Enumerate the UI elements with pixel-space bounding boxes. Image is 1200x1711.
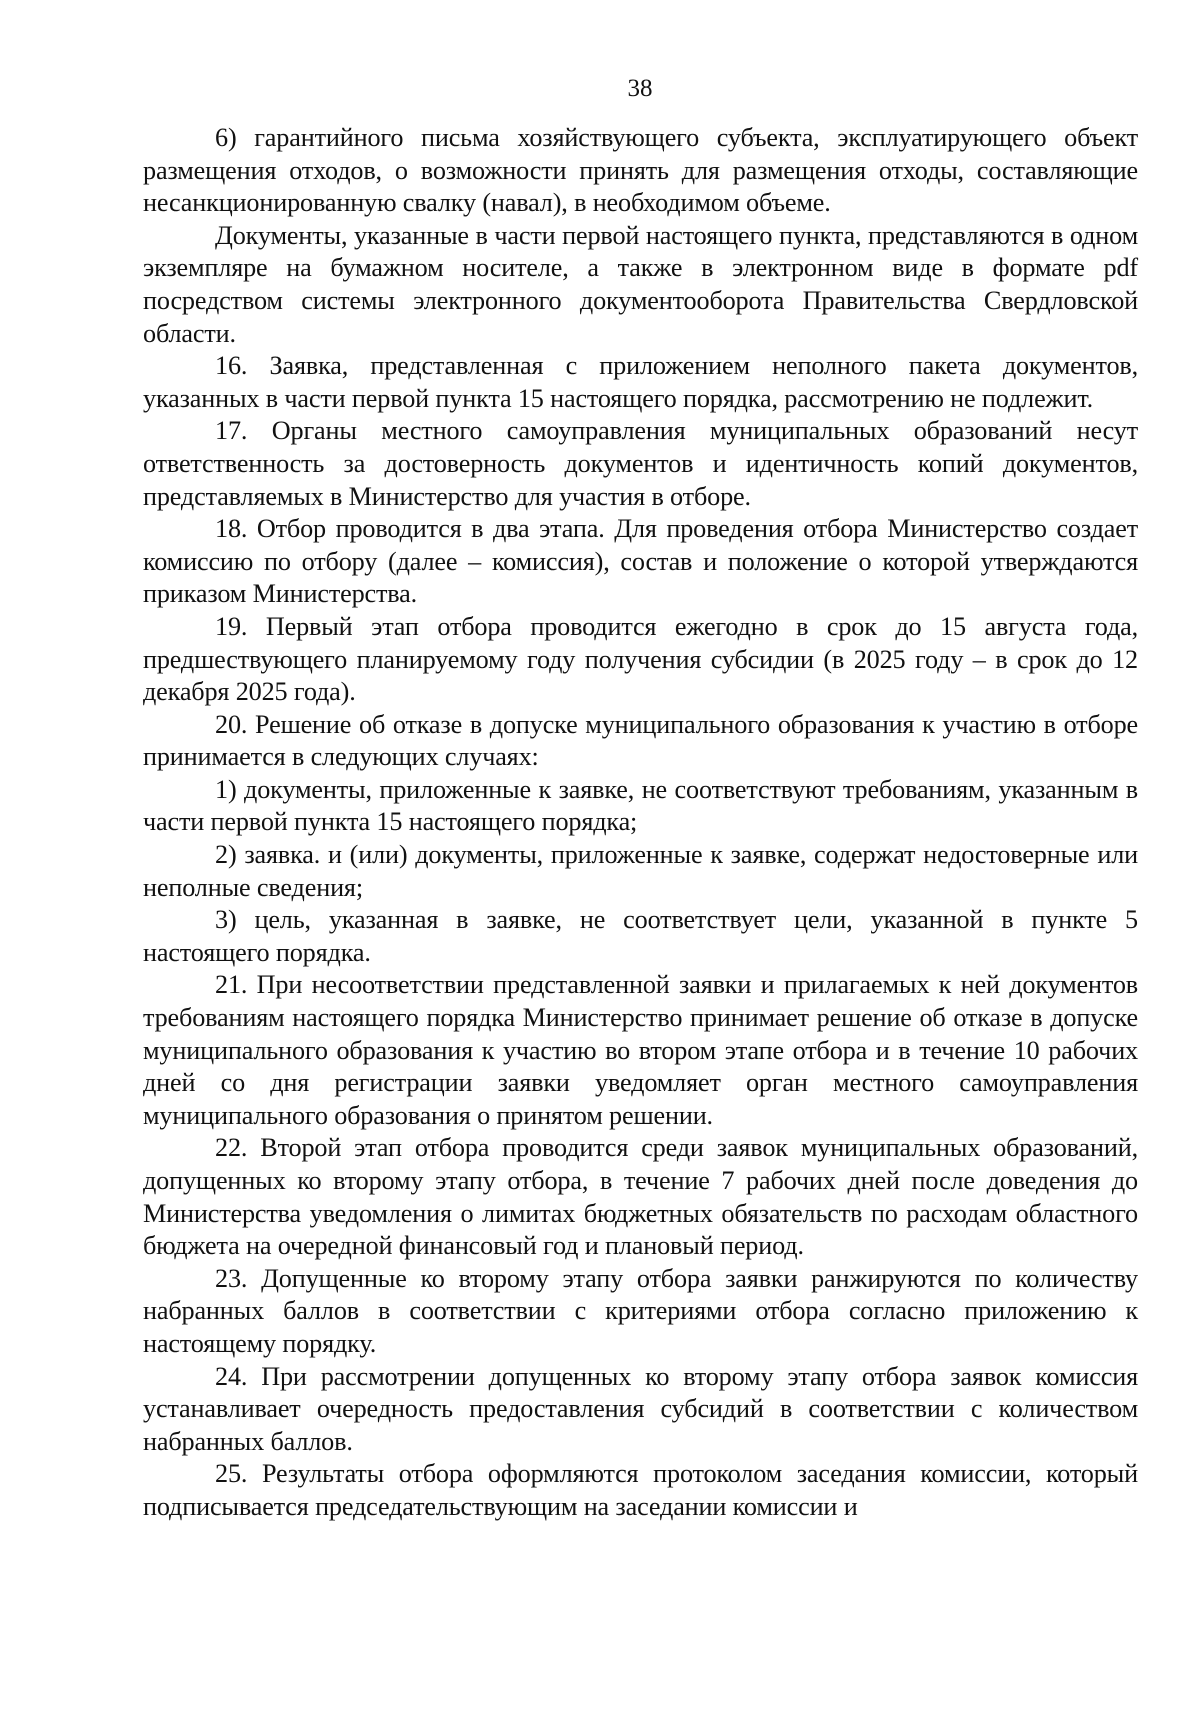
paragraph-20-item-3: 3) цель, указанная в заявке, не соответствует цели, указанной в пункте 5 настоящего порядка. bbox=[143, 905, 1138, 967]
paragraph-16: 16. Заявка, представленная с приложением неполного пакета документов, указанных в части первой пункта 15 настоящего порядка, рассмотрению не подлежит. bbox=[143, 351, 1138, 413]
document-body bbox=[143, 122, 1138, 1524]
paragraph-21: 21. При несоответствии представленной заявки и прилагаемых к ней документов требованиям настоящего порядка Министерство принимает решение об отказе в допуске муниципального образования к участию во втором этапе отбора и в течение 10 рабочих дней со дня регистрации заявки уведомляет орган местного самоуправления муниципального образования о принятом решении. bbox=[143, 970, 1138, 1130]
paragraph-documents-submission: Документы, указанные в части первой настоящего пункта, представляются в одном экземпляре на бумажном носителе, а также в электронном виде в формате pdf посредством системы электронного документооборота Правительства Свердловской области. bbox=[143, 220, 1138, 348]
paragraph-24: 24. При рассмотрении допущенных ко второму этапу отбора заявок комиссия устанавливает очередность предоставления субсидий в соответствии с количеством набранных баллов. bbox=[143, 1361, 1138, 1456]
paragraph-23: 23. Допущенные ко второму этапу отбора заявки ранжируются по количеству набранных баллов в соответствии с критериями отбора согласно приложению к настоящему порядку. bbox=[143, 1263, 1138, 1358]
paragraph-20: 20. Решение об отказе в допуске муниципального образования к участию в отборе принимается в следующих случаях: bbox=[143, 709, 1138, 772]
page-number: 38 bbox=[627, 75, 653, 102]
paragraph-22: 22. Второй этап отбора проводится среди заявок муниципальных образований, допущенных ко второму этапу отбора, в течение 7 рабочих дней после доведения до Министерства уведомления о лимитах бюджетных обязательств по расходам областного бюджета на очередной финансовый год и плановый период. bbox=[143, 1133, 1138, 1261]
paragraph-20-item-1: 1) документы, приложенные к заявке, не соответствуют требованиям, указанным в части первой пункта 15 настоящего порядка; bbox=[143, 774, 1138, 837]
paragraph-20-item-2: 2) заявка. и (или) документы, приложенные к заявке, содержат недостоверные или неполные сведения; bbox=[143, 840, 1138, 902]
paragraph-25: 25. Результаты отбора оформляются протоколом заседания комиссии, который подписывается председательствующим на заседании комиссии и bbox=[143, 1459, 1138, 1521]
paragraph-19: 19. Первый этап отбора проводится ежегодно в срок до 15 августа года, предшествующего планируемому году получения субсидии (в 2025 году – в срок до 12 декабря 2025 года). bbox=[143, 611, 1138, 707]
paragraph-item-6: 6) гарантийного письма хозяйствующего субъекта, эксплуатирующего объект размещения отходов, о возможности принять для размещения отходы, составляющие несанкционированную свалку (навал), в необходимом объеме. bbox=[143, 123, 1138, 218]
paragraph-18: 18. Отбор проводится в два этапа. Для проведения отбора Министерство создает комиссию по отбору (далее – комиссия), состав и положение о которой утверждаются приказом Министерства. bbox=[143, 514, 1138, 609]
paragraph-17: 17. Органы местного самоуправления муниципальных образований несут ответственность за достоверность документов и идентичность копий документов, представляемых в Министерство для участия в отборе. bbox=[143, 416, 1138, 511]
